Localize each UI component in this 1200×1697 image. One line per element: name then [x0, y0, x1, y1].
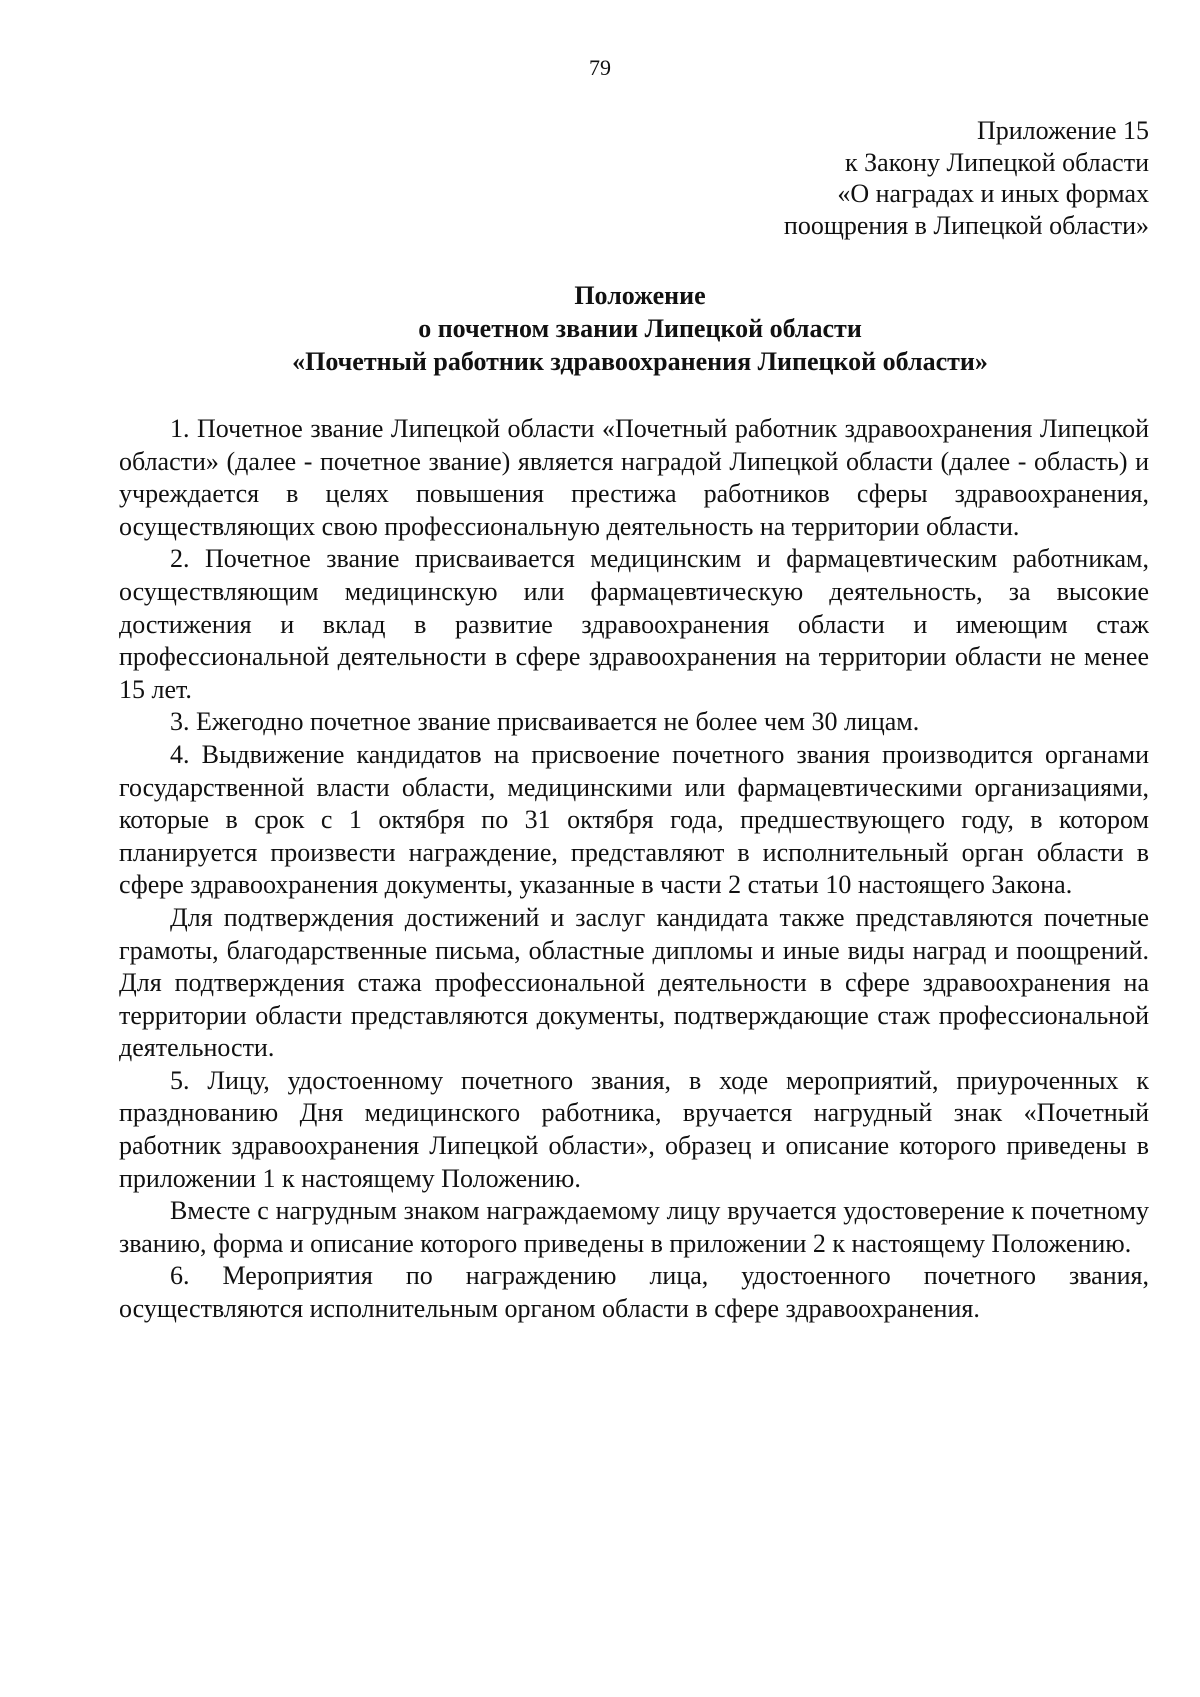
appendix-line: Приложение 15 [976, 116, 1149, 145]
page-number: 79 [589, 55, 611, 80]
paragraph: Вместе с нагрудным знаком награждаемому лицу вручается удостоверение к почетному званию, форма и описание которого приведены в приложении 2 к настоящему Положению. [119, 1196, 1149, 1258]
paragraph: Для подтверждения достижений и заслуг кандидата также представляются почетные грамоты, благодарственные письма, областные дипломы и иные виды наград и поощрений. Для подтверждения стажа профессиональной деятельности в сфере здравоохранения на территории области представляются документы, подтверждающие стаж профессиональной деятельности. [119, 902, 1149, 1063]
paragraph: 4. Выдвижение кандидатов на присвоение почетного звания производится органами государственной власти области, медицинскими или фармацевтическими организациями, которые в срок с 1 октября по 31 октября года, предшествующего году, в котором планируется произвести награждение, представляют в исполнительный орган области в сфере здравоохранения документы, указанные в части 2 статьи 10 настоящего Закона. [119, 739, 1149, 900]
paragraph: 3. Ежегодно почетное звание присваивается не более чем 30 лицам. [170, 707, 920, 737]
paragraph: 6. Мероприятия по награждению лица, удостоенного почетного звания, осуществляются исполнительным органом области в сфере здравоохранения. [119, 1261, 1149, 1324]
appendix-reference [784, 115, 1149, 241]
paragraph: 2. Почетное звание присваивается медицинским и фармацевтическим работникам, осуществляющим медицинскую или фармацевтическую деятельность, за высокие достижения и вклад в развитие здравоохранения области и имеющим стаж профессиональной деятельности в сфере здравоохранения на территории области не менее 15 лет. [119, 544, 1149, 704]
title-line: о почетном звании Липецкой области [418, 314, 862, 343]
document-body [119, 413, 1149, 1326]
appendix-line: к Закону Липецкой области [845, 147, 1149, 177]
appendix-line: «О наградах и иных формах [837, 179, 1149, 208]
paragraph: 5. Лицу, удостоенному почетного звания, в ходе мероприятий, приуроченных к празднованию Дня медицинского работника, вручается нагрудный знак «Почетный работник здравоохранения Липецкой области», образец и описание которого приведены в приложении 1 к настоящему Положению. [119, 1065, 1149, 1193]
paragraph: 1. Почетное звание Липецкой области «Почетный работник здравоохранения Липецкой области» (далее - почетное звание) является наградой Липецкой области (далее - область) и учреждается в целях повышения престижа работников сферы здравоохранения, осуществляющих свою профессиональную деятельность на территории области. [119, 414, 1149, 541]
document-title [0, 279, 1200, 378]
title-line: Положение [574, 281, 706, 310]
title-line: «Почетный работник здравоохранения Липецкой области» [292, 347, 988, 376]
appendix-line: поощрения в Липецкой области» [783, 210, 1149, 240]
